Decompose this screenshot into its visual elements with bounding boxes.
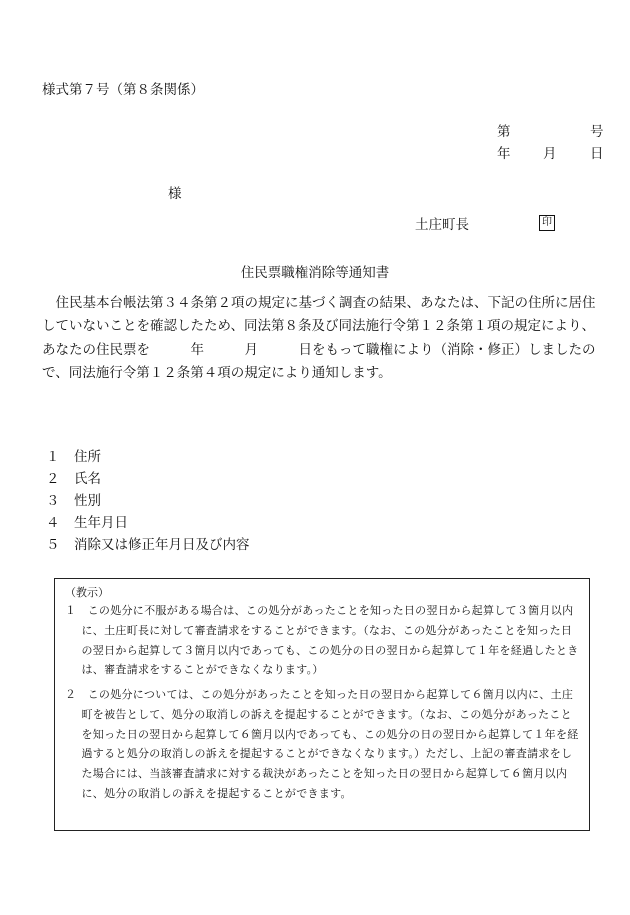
item-number: １ — [46, 449, 60, 465]
item-number: ２ — [46, 471, 60, 487]
appeal-notice-box — [54, 578, 590, 831]
item-number: ５ — [46, 537, 60, 553]
form-number: 様式第７号（第８条関係） — [42, 82, 204, 98]
notice-heading: （教示） — [65, 586, 109, 599]
seal-mark: 印 — [539, 215, 555, 231]
item-label: 住所 — [74, 449, 101, 465]
addressee-suffix: 様 — [168, 186, 182, 202]
list-item — [46, 517, 128, 531]
document-title: 住民票職権消除等通知書 — [240, 265, 390, 281]
notice-paragraph: ２ この処分については、この処分があったことを知った日の翌日から起算して６箇月以内に、土庄町を被告として、処分の取消しの訴えを提起することができます。（なお、この処分があったことを知った日の翌日から起算して６箇月以内であっても、この処分の日の翌日から起算して１年を経過すると処分の取消しの訴えを提起することができなくなります。）ただし、上記の審査請求をした場合には、当該審査請求に対する裁決があったことを知った日の翌日から起算して６箇月以内に、処分の取消しの訴えを提起することができます。 — [65, 688, 579, 800]
list-item — [46, 539, 250, 553]
body-paragraph: 住民基本台帳法第３４条第２項の規定に基づく調査の結果、あなたは、下記の住所に居住していないことを確認したため、同法第８条及び同法施行令第１２条第１項の規定により、あなたの住民票を 年 月 日をもって職権により（消除・修正）しましたので、同法施行令第１２条第４項の規定により通知します。 — [42, 295, 596, 382]
issuer-title: 土庄町長 — [415, 217, 469, 233]
document-number-suffix: 号 — [590, 124, 604, 140]
item-label: 氏名 — [74, 471, 101, 487]
item-number: ３ — [46, 493, 60, 509]
date-month-label: 月 — [543, 146, 557, 162]
notice-paragraph: １ この処分に不服がある場合は、この処分があったことを知った日の翌日から起算して３箇月以内に、土庄町長に対して審査請求をすることができます。（なお、この処分があったことを知った日の翌日から起算して３箇月以内であっても、この処分の日の翌日から起算して１年を経過したときは、審査請求をすることができなくなります。） — [65, 604, 579, 677]
list-item — [46, 473, 101, 487]
item-label: 性別 — [74, 493, 101, 509]
document-number-prefix: 第 — [497, 124, 511, 140]
date-day-label: 日 — [590, 146, 604, 162]
item-number: ４ — [46, 515, 60, 531]
list-item — [46, 495, 101, 509]
item-label: 生年月日 — [74, 515, 128, 531]
list-item — [46, 451, 101, 465]
date-year-label: 年 — [497, 146, 511, 162]
item-label: 消除又は修正年月日及び内容 — [74, 537, 250, 553]
